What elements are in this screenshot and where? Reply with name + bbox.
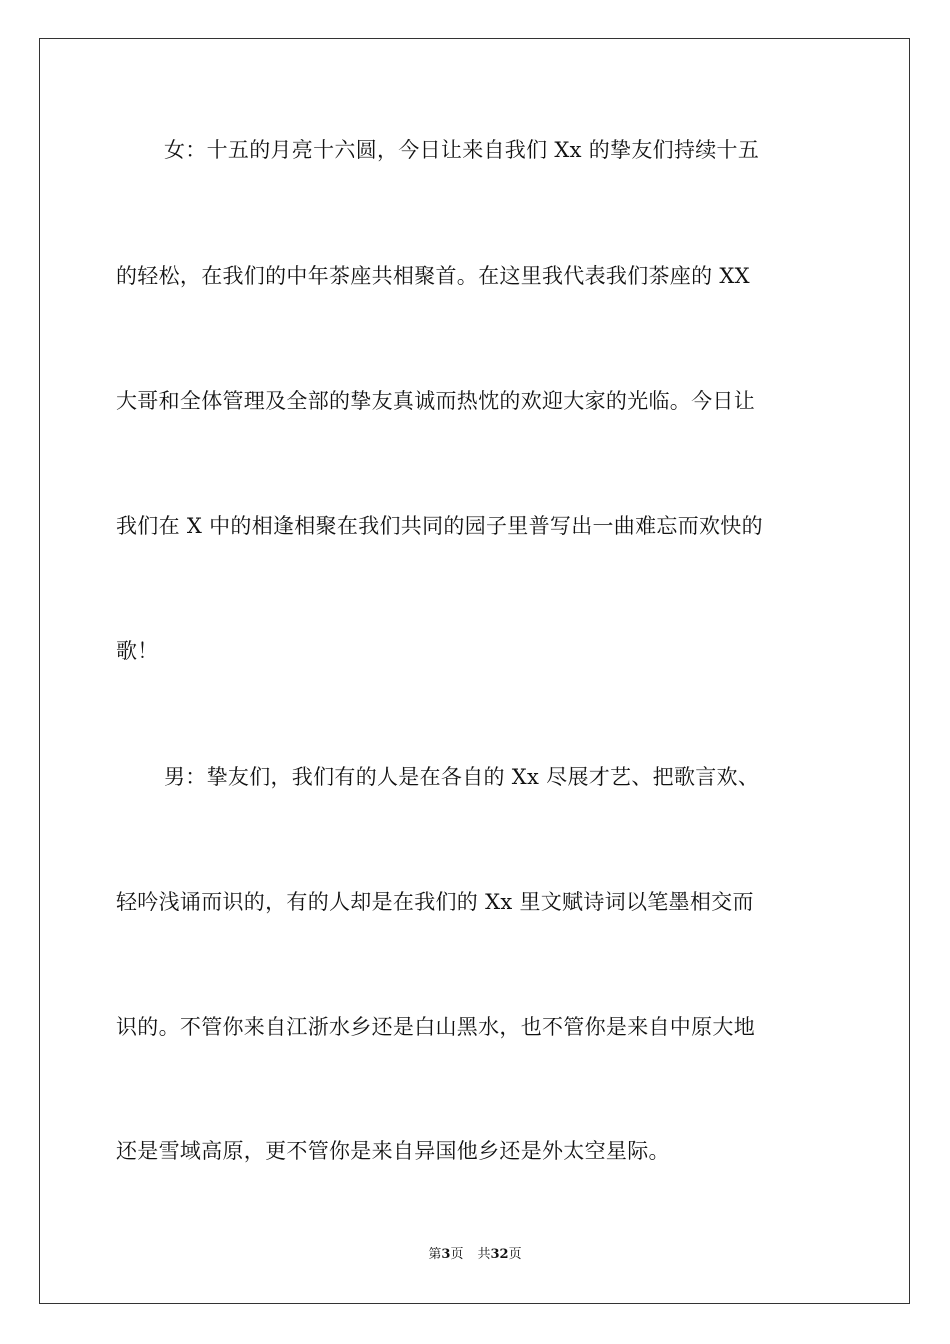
page-number: 3	[441, 1247, 451, 1262]
paragraph-line: 女：十五的月亮十六圆，今日让来自我们 Xx 的挚友们持续十五	[164, 138, 760, 162]
paragraph-line: 还是雪域高原，更不管你是来自异国他乡还是外太空星际。	[116, 1139, 670, 1163]
page-prefix: 第	[428, 1247, 442, 1262]
page-border	[39, 38, 910, 1304]
paragraph-line: 男：挚友们，我们有的人是在各自的 Xx 尽展才艺、把歌言欢、	[164, 765, 760, 789]
total-prefix: 共	[477, 1247, 491, 1262]
page-suffix: 页	[450, 1247, 464, 1262]
paragraph-line: 的轻松，在我们的中年茶座共相聚首。在这里我代表我们茶座的 XX	[116, 264, 750, 288]
total-pages: 32	[490, 1247, 509, 1262]
paragraph-line: 大哥和全体管理及全部的挚友真诚而热忱的欢迎大家的光临。今日让	[116, 389, 755, 413]
paragraph-line: 轻吟浅诵而识的，有的人却是在我们的 Xx 里文赋诗词以笔墨相交而	[116, 890, 754, 914]
total-suffix: 页	[508, 1247, 522, 1262]
paragraph-line: 我们在 X 中的相逢相聚在我们共同的园子里普写出一曲难忘而欢快的	[116, 514, 763, 538]
paragraph-line: 识的。不管你来自江浙水乡还是白山黑水，也不管你是来自中原大地	[116, 1015, 755, 1039]
page-footer	[0, 1246, 950, 1264]
paragraph-line: 歌！	[116, 639, 159, 663]
